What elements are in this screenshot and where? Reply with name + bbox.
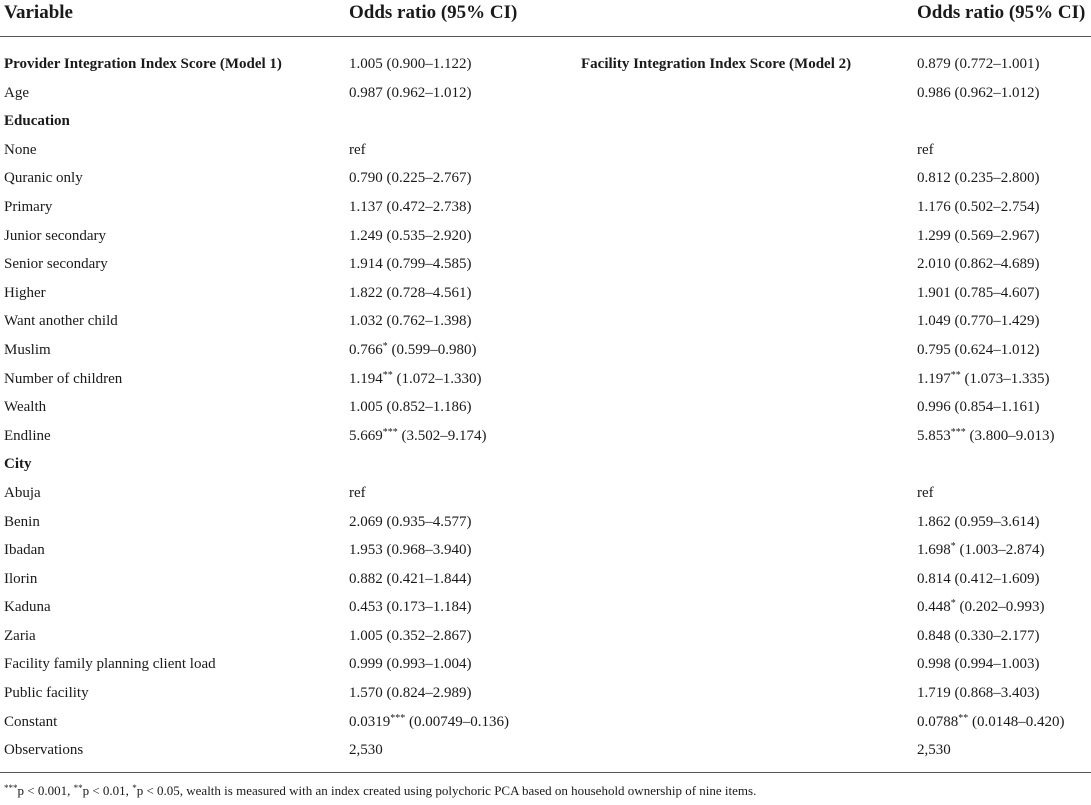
model1-odds-ratio-value: 1.032 (0.762–1.398) <box>349 313 472 330</box>
model1-odds-ratio-value: 1.249 (0.535–2.920) <box>349 227 472 244</box>
model1-odds-ratio <box>349 422 487 451</box>
footnote-text3: p < 0.05, wealth is measured with an index created using polychoric PCA based on household ownership of nine items. <box>136 783 757 798</box>
model2-odds-ratio-value: ref <box>917 484 934 501</box>
model2-odds-ratio <box>917 336 1040 365</box>
model1-odds-ratio <box>349 536 472 565</box>
row-label: Benin <box>4 513 40 530</box>
model1-odds-ratio <box>349 336 477 365</box>
row-label: Number of children <box>4 370 123 387</box>
model2-odds-ratio-value: 0.998 (0.994–1.003) <box>917 656 1040 673</box>
model1-odds-ratio-value: 0.766 <box>349 341 383 358</box>
model2-odds-ratio-value: 1.901 (0.785–4.607) <box>917 284 1040 301</box>
header-odds-ratio-model2: Odds ratio (95% CI) <box>917 2 1086 23</box>
model1-odds-ratio <box>349 365 482 394</box>
row-label: Ilorin <box>4 570 38 587</box>
model2-odds-ratio-significance: * <box>950 598 956 610</box>
model1-odds-ratio-value: 0.790 (0.225–2.767) <box>349 170 472 187</box>
footnote-sig3: * <box>132 783 137 793</box>
model1-odds-ratio-value: 0.453 (0.173–1.184) <box>349 599 472 616</box>
model1-odds-ratio-value: 5.669 <box>349 427 383 444</box>
table-row <box>0 307 1091 336</box>
row-label: Provider Integration Index Score (Model 1) <box>4 56 282 72</box>
model2-odds-ratio-value: 0.848 (0.330–2.177) <box>917 627 1040 644</box>
model1-odds-ratio <box>349 679 472 708</box>
model2-odds-ratio-value: ref <box>917 141 934 158</box>
model2-odds-ratio <box>917 279 1040 308</box>
model2-odds-ratio-value: 0.812 (0.235–2.800) <box>917 170 1040 187</box>
model1-odds-ratio <box>349 136 366 165</box>
model2-odds-ratio-value: 2,530 <box>917 742 951 759</box>
model1-odds-ratio <box>349 222 472 251</box>
model1-odds-ratio-value: ref <box>349 141 366 158</box>
model2-odds-ratio <box>917 736 951 765</box>
footnote-sig1: *** <box>4 783 18 793</box>
model2-odds-ratio <box>917 679 1040 708</box>
row-label: Quranic only <box>4 170 83 187</box>
table-row <box>0 736 1091 765</box>
model2-odds-ratio <box>917 593 1045 622</box>
model1-odds-ratio-value: ref <box>349 484 366 501</box>
model1-odds-ratio-value: 1.194 <box>349 370 383 387</box>
model1-odds-ratio-value: 1.005 (0.900–1.122) <box>349 56 472 72</box>
model2-odds-ratio-value: 0.795 (0.624–1.012) <box>917 341 1040 358</box>
row-label: Ibadan <box>4 542 45 559</box>
table-row <box>0 336 1091 365</box>
row-label: Age <box>4 84 29 101</box>
model1-odds-ratio <box>349 307 472 336</box>
model1-odds-ratio <box>349 708 509 737</box>
table-row <box>0 422 1091 451</box>
row-label: Higher <box>4 284 46 301</box>
row-label: City <box>4 456 32 473</box>
model2-odds-ratio <box>917 79 1040 108</box>
model2-odds-ratio-value: 0.448 <box>917 599 951 616</box>
table-row <box>0 393 1091 422</box>
table-row <box>0 279 1091 308</box>
row-label: Constant <box>4 713 58 730</box>
model2-odds-ratio-value: 1.197 <box>917 370 951 387</box>
model2-odds-ratio <box>917 193 1040 222</box>
model2-row-label: Facility Integration Index Score (Model 2) <box>581 56 852 72</box>
row-label: Observations <box>4 742 84 759</box>
model2-odds-ratio <box>917 422 1055 451</box>
model2-odds-ratio <box>917 479 934 508</box>
model1-odds-ratio <box>349 164 472 193</box>
footnote-sig2: ** <box>73 783 83 793</box>
model1-odds-ratio <box>349 736 383 765</box>
model2-odds-ratio-value: 0.986 (0.962–1.012) <box>917 84 1040 101</box>
header-variable: Variable <box>4 2 73 23</box>
table-header <box>0 0 1091 37</box>
model2-odds-ratio <box>917 222 1040 251</box>
model2-odds-ratio <box>917 136 934 165</box>
model2-odds-ratio-ci: (0.202–0.993) <box>955 599 1045 616</box>
model2-odds-ratio-value: 5.853 <box>917 427 951 444</box>
model1-odds-ratio <box>349 79 472 108</box>
model1-odds-ratio <box>349 650 472 679</box>
row-label: Primary <box>4 198 53 215</box>
model1-odds-ratio-ci: (1.072–1.330) <box>392 370 482 387</box>
model2-odds-ratio-significance: *** <box>950 426 966 438</box>
model2-odds-ratio-value: 0.814 (0.412–1.609) <box>917 570 1040 587</box>
footnote-text1: p < 0.001, <box>17 783 74 798</box>
model2-odds-ratio-value: 1.719 (0.868–3.403) <box>917 685 1040 702</box>
model2-odds-ratio-value: 2.010 (0.862–4.689) <box>917 256 1040 273</box>
row-label: None <box>4 141 37 158</box>
table-row <box>0 593 1091 622</box>
model1-odds-ratio-value: 0.0319 <box>349 713 391 730</box>
model1-odds-ratio <box>349 393 472 422</box>
table-row <box>0 250 1091 279</box>
model2-odds-ratio <box>917 622 1040 651</box>
model1-odds-ratio-significance: * <box>382 340 388 352</box>
table-row <box>0 365 1091 394</box>
model2-odds-ratio-value: 0.879 (0.772–1.001) <box>917 56 1040 72</box>
table-row <box>0 79 1091 108</box>
table-row <box>0 536 1091 565</box>
model2-odds-ratio-ci: (0.0148–0.420) <box>968 713 1065 730</box>
row-label: Wealth <box>4 399 47 416</box>
model2-odds-ratio <box>917 50 1040 79</box>
model2-odds-ratio <box>917 250 1040 279</box>
model1-odds-ratio-value: 0.987 (0.962–1.012) <box>349 84 472 101</box>
table-row <box>0 565 1091 594</box>
table-row <box>0 50 1091 79</box>
model2-odds-ratio <box>917 708 1065 737</box>
model2-odds-ratio <box>917 307 1040 336</box>
table-row <box>0 193 1091 222</box>
model2-odds-ratio <box>917 164 1040 193</box>
model1-odds-ratio <box>349 508 472 537</box>
model2-odds-ratio-value: 0.996 (0.854–1.161) <box>917 399 1040 416</box>
model1-odds-ratio-value: 2,530 <box>349 742 383 759</box>
row-label: Facility family planning client load <box>4 656 216 673</box>
footnote-text2: p < 0.01, <box>82 783 133 798</box>
model2-odds-ratio-value: 1.862 (0.959–3.614) <box>917 513 1040 530</box>
model1-odds-ratio-value: 1.137 (0.472–2.738) <box>349 198 472 215</box>
model1-odds-ratio <box>349 565 472 594</box>
model2-odds-ratio <box>917 365 1050 394</box>
model2-odds-ratio-ci: (3.800–9.013) <box>965 427 1055 444</box>
table-row <box>0 136 1091 165</box>
table-row <box>0 164 1091 193</box>
header-odds-ratio-model1: Odds ratio (95% CI) <box>349 2 518 23</box>
table-row <box>0 650 1091 679</box>
model1-odds-ratio <box>349 479 366 508</box>
model1-odds-ratio <box>349 250 472 279</box>
model2-odds-ratio-ci: (1.003–2.874) <box>955 542 1045 559</box>
model2-odds-ratio <box>917 565 1040 594</box>
model1-odds-ratio-value: 0.882 (0.421–1.844) <box>349 570 472 587</box>
row-label: Endline <box>4 427 51 444</box>
model2-odds-ratio-significance: ** <box>950 369 961 381</box>
table-row <box>0 107 1091 136</box>
table-row <box>0 450 1091 479</box>
model2-odds-ratio-significance: ** <box>958 712 969 724</box>
model1-odds-ratio-ci: (0.599–0.980) <box>387 341 477 358</box>
model1-odds-ratio-value: 1.822 (0.728–4.561) <box>349 284 472 301</box>
model1-odds-ratio-significance: *** <box>382 426 398 438</box>
model1-odds-ratio <box>349 193 472 222</box>
model2-odds-ratio-value: 1.176 (0.502–2.754) <box>917 198 1040 215</box>
model1-odds-ratio-ci: (3.502–9.174) <box>397 427 487 444</box>
model2-odds-ratio <box>917 650 1040 679</box>
table-row <box>0 622 1091 651</box>
table-body <box>0 37 1091 765</box>
model1-odds-ratio-value: 1.953 (0.968–3.940) <box>349 542 472 559</box>
model1-odds-ratio-value: 1.005 (0.852–1.186) <box>349 399 472 416</box>
model2-odds-ratio-value: 0.0788 <box>917 713 959 730</box>
model1-odds-ratio-ci: (0.00749–0.136) <box>405 713 509 730</box>
row-label: Senior secondary <box>4 256 108 273</box>
model1-odds-ratio <box>349 622 472 651</box>
model1-odds-ratio <box>349 50 472 79</box>
row-label: Public facility <box>4 685 89 702</box>
model1-odds-ratio-value: 1.914 (0.799–4.585) <box>349 256 472 273</box>
table-bottom-rule <box>0 772 1091 773</box>
table-row <box>0 508 1091 537</box>
model1-odds-ratio <box>349 593 472 622</box>
row-label: Junior secondary <box>4 227 107 244</box>
model2-odds-ratio-value: 1.299 (0.569–2.967) <box>917 227 1040 244</box>
model2-odds-ratio <box>917 393 1040 422</box>
row-label: Kaduna <box>4 599 51 616</box>
table-row <box>0 479 1091 508</box>
table-row <box>0 222 1091 251</box>
row-label: Abuja <box>4 484 41 501</box>
model2-odds-ratio-ci: (1.073–1.335) <box>960 370 1050 387</box>
model2-odds-ratio-value: 1.049 (0.770–1.429) <box>917 313 1040 330</box>
model1-odds-ratio-value: 1.005 (0.352–2.867) <box>349 627 472 644</box>
model2-odds-ratio <box>917 508 1040 537</box>
model2-odds-ratio-value: 1.698 <box>917 542 951 559</box>
row-label: Want another child <box>4 313 118 330</box>
row-label: Muslim <box>4 341 51 358</box>
model1-odds-ratio <box>349 279 472 308</box>
model1-odds-ratio-significance: ** <box>382 369 393 381</box>
model1-odds-ratio-value: 0.999 (0.993–1.004) <box>349 656 472 673</box>
model2-odds-ratio-significance: * <box>950 541 956 553</box>
model1-odds-ratio-value: 1.570 (0.824–2.989) <box>349 685 472 702</box>
table-footnote <box>4 783 756 799</box>
row-label: Education <box>4 113 70 130</box>
model2-odds-ratio <box>917 536 1045 565</box>
table-row <box>0 679 1091 708</box>
model1-odds-ratio-value: 2.069 (0.935–4.577) <box>349 513 472 530</box>
row-label: Zaria <box>4 627 36 644</box>
table-row <box>0 708 1091 737</box>
model1-odds-ratio-significance: *** <box>390 712 406 724</box>
